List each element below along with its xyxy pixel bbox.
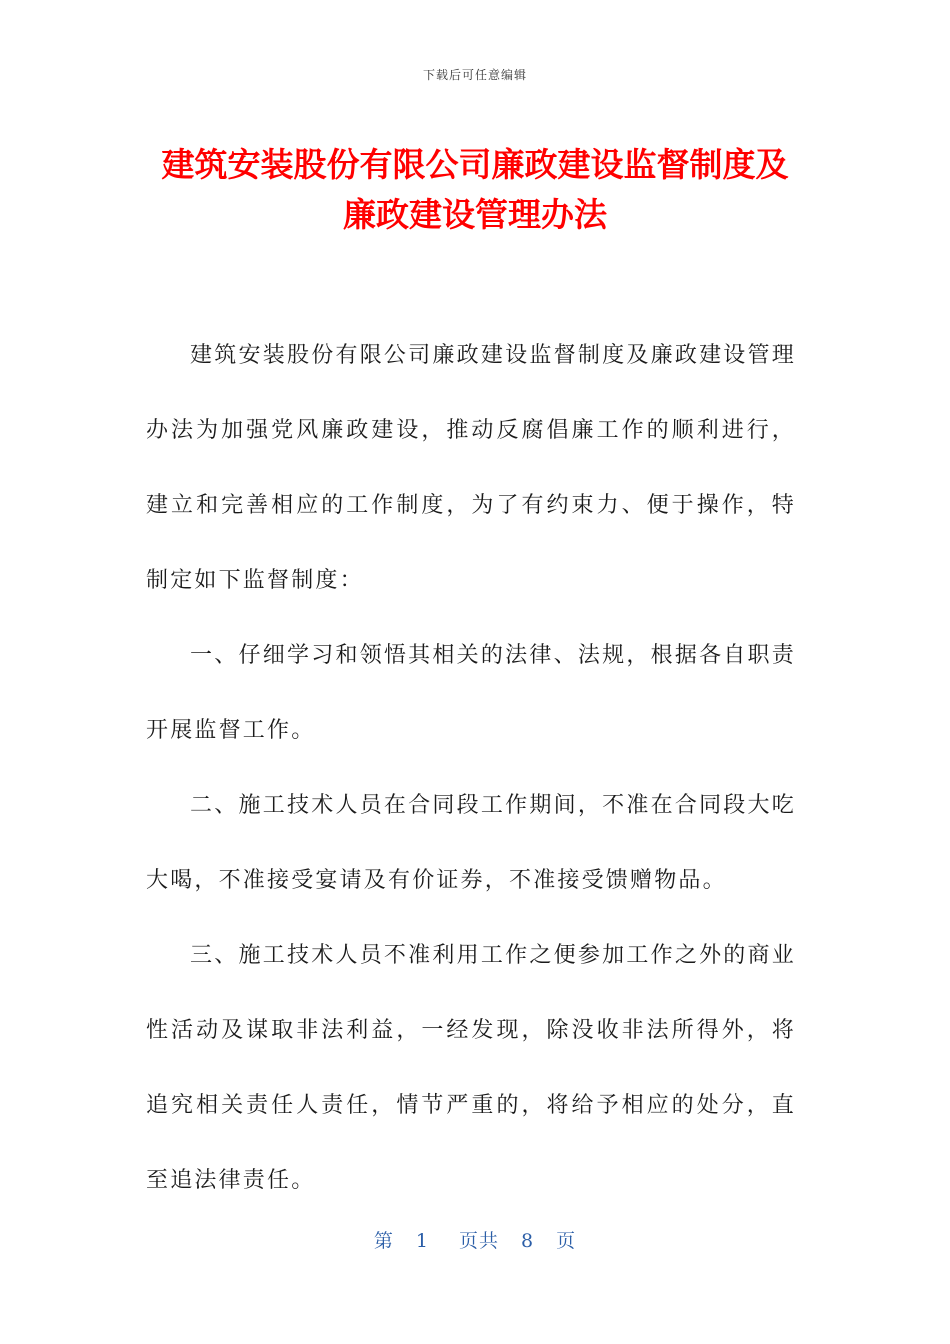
paragraph-item-2: 二、施工技术人员在合同段工作期间，不准在合同段大吃大喝，不准接受宴请及有价证券，不准接受馈赠物品。 (146, 793, 796, 893)
footer-page-suffix: 页 (556, 1230, 577, 1252)
footer-page-middle: 页共 (458, 1230, 499, 1252)
title-line-2: 廉政建设管理办法 (343, 195, 607, 234)
document-body (146, 318, 796, 1218)
paragraph-intro: 建筑安装股份有限公司廉政建设监督制度及廉政建设管理办法为加强党风廉政建设，推动反腐倡廉工作的顺利进行，建立和完善相应的工作制度，为了有约束力、便于操作，特制定如下监督制度： (146, 343, 796, 593)
header-note: 下载后可任意编辑 (422, 68, 527, 82)
paragraph-item-1: 一、仔细学习和领悟其相关的法律、法规，根据各自职责开展监督工作。 (146, 643, 796, 743)
footer-current-page: 1 (415, 1230, 429, 1252)
page-footer (0, 1226, 950, 1253)
document-title (100, 140, 850, 240)
footer-total-pages: 8 (521, 1230, 535, 1252)
footer-page-prefix: 第 (373, 1230, 394, 1252)
title-line-1: 建筑安装股份有限公司廉政建设监督制度及 (161, 145, 789, 184)
paragraph-item-3: 三、施工技术人员不准利用工作之便参加工作之外的商业性活动及谋取非法利益，一经发现，除没收非法所得外，将追究相关责任人责任，情节严重的，将给予相应的处分，直至追法律责任。 (146, 943, 796, 1193)
